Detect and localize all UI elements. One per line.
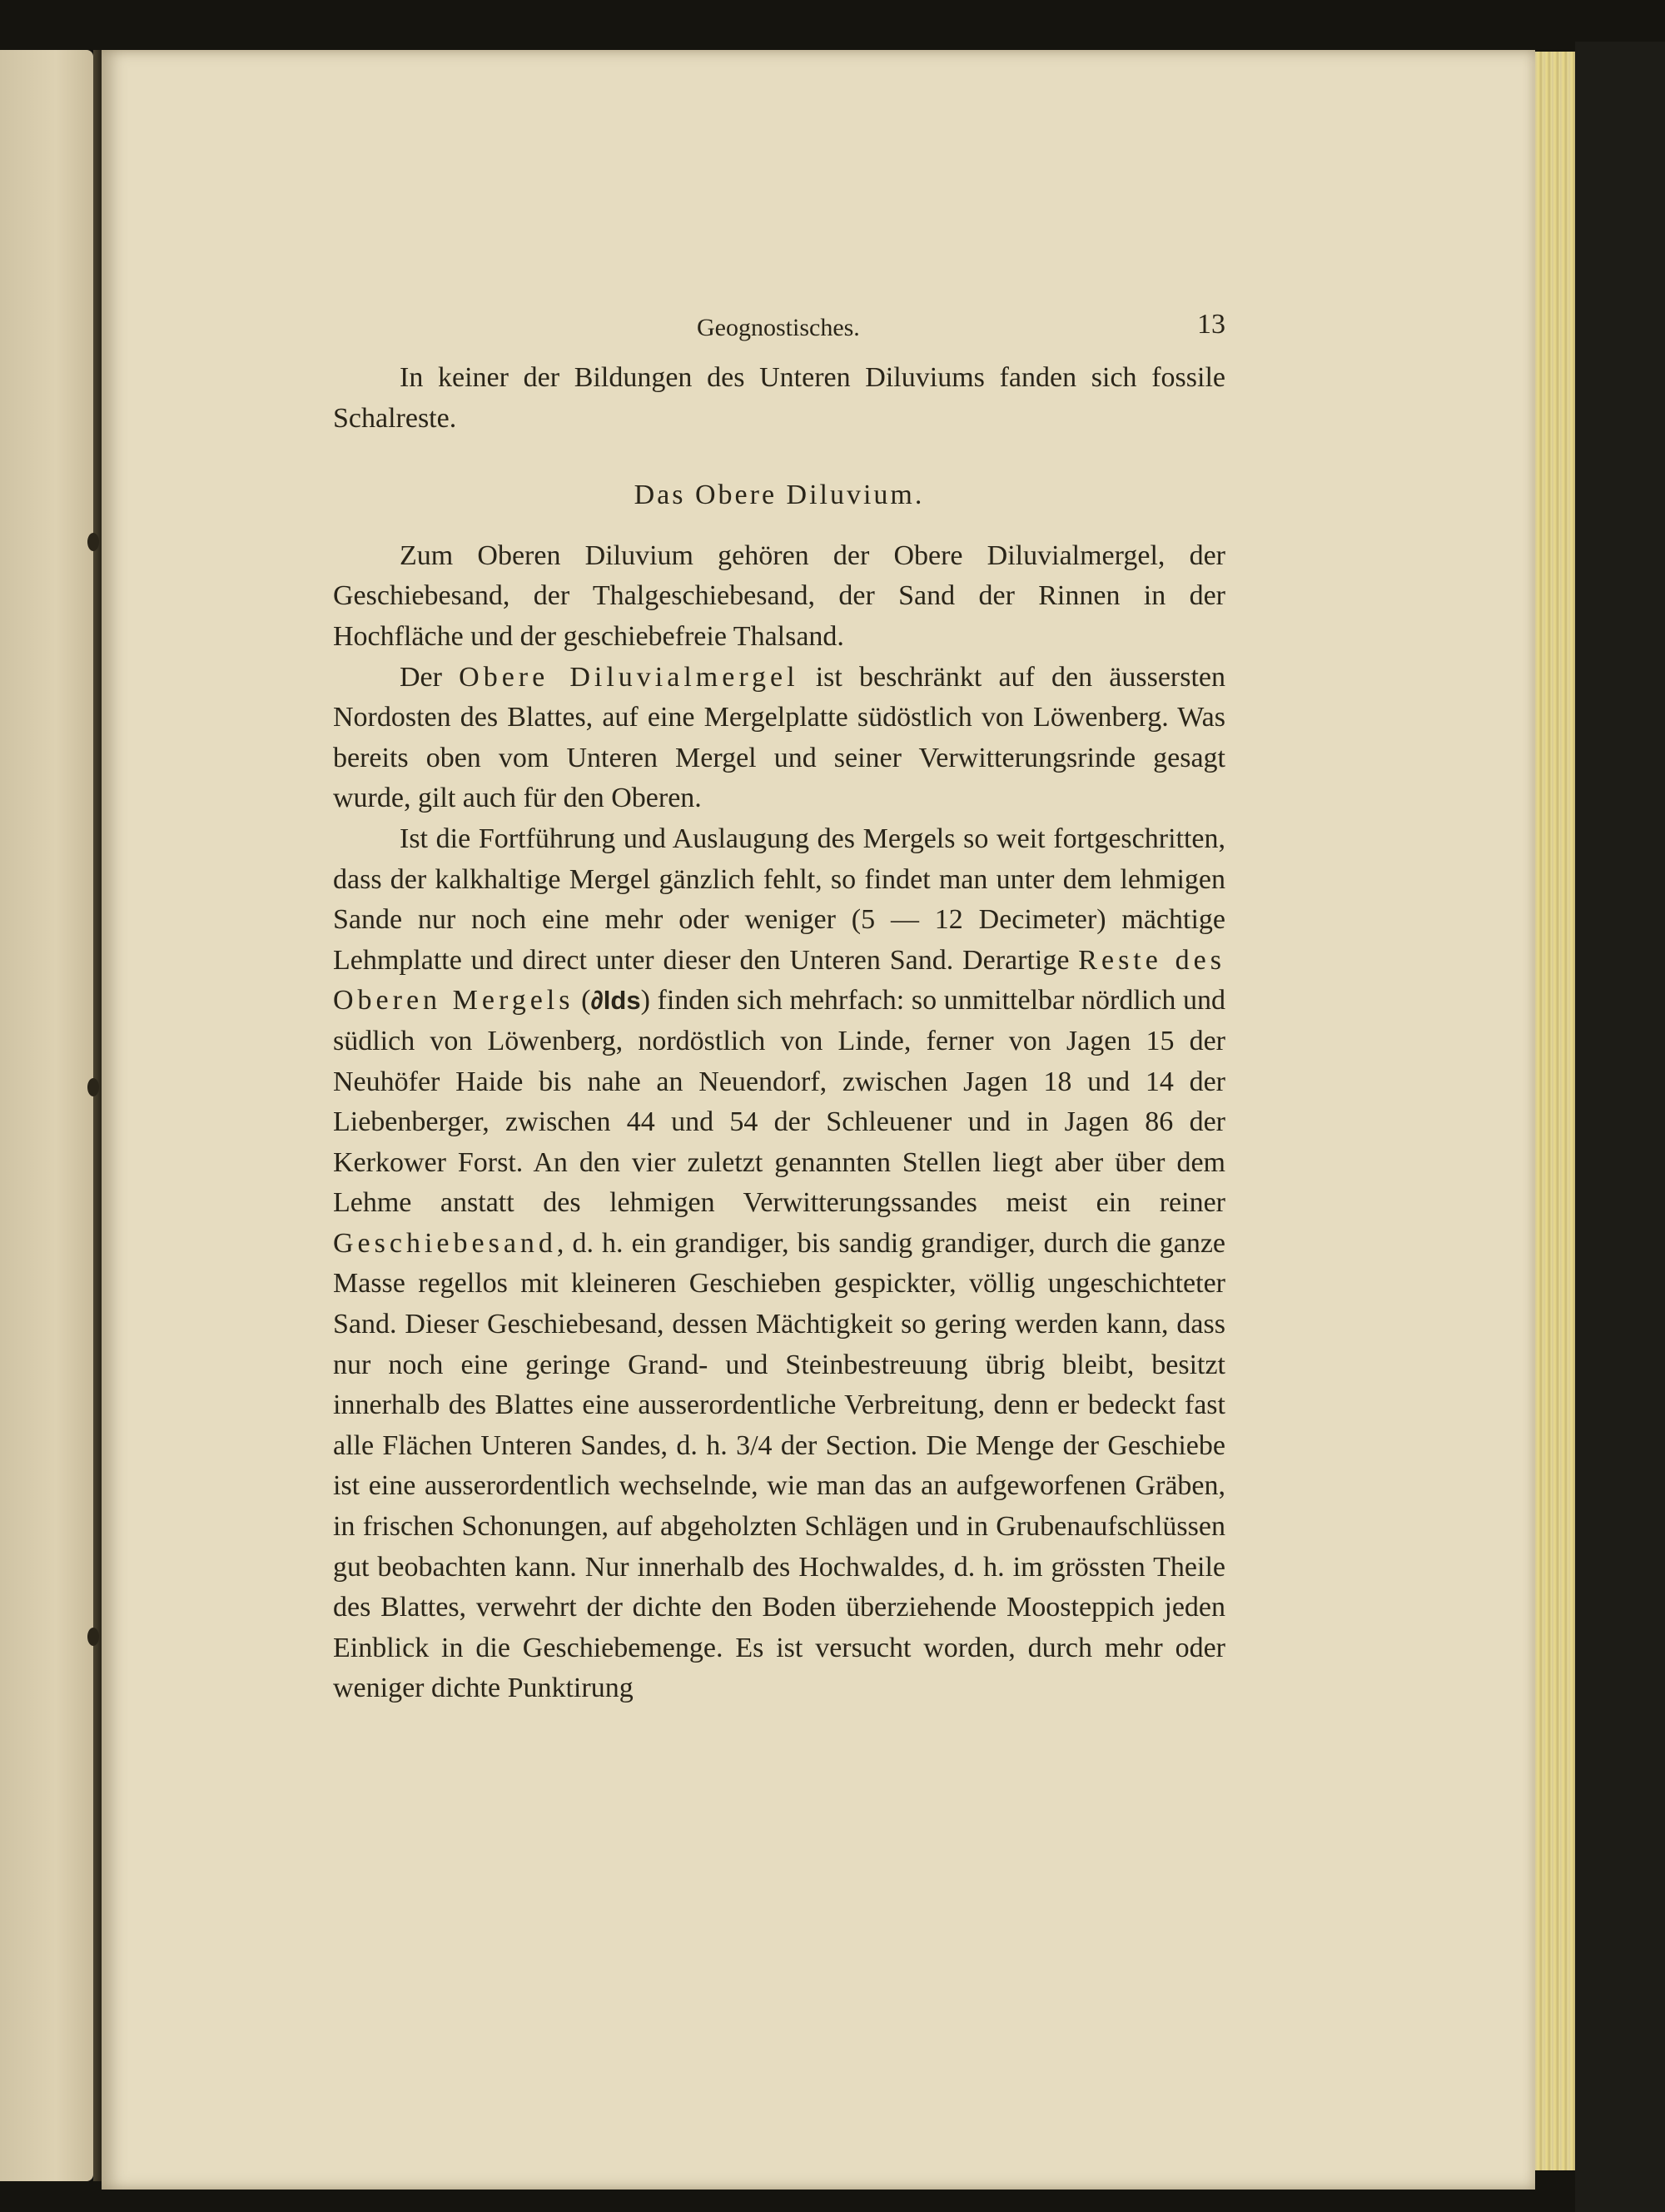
- paragraph-4-part3: ) finden sich mehrfach: so unmittelbar nördlich und südlich von Löwenberg, nordöstlich von Linde, ferner von Jagen 15 der Neuhöfer Haide bis nahe an Neuendorf, zwischen Jagen 18 und 14 der Liebenberger, zwischen 44 und 54 der Schleuener und in Jagen 86 der Kerkower Forst. An den vier zuletzt genannten Stellen liegt aber über dem Lehme anstatt des lehmigen Verwitterungssandes meist ein reiner: [333, 985, 1225, 1219]
- paragraph-3-prefix: Der: [400, 661, 460, 693]
- map-symbol-dlds: ∂lds: [590, 986, 641, 1016]
- section-heading: Das Obere Diluvium.: [634, 480, 925, 511]
- page-number: 13: [1197, 309, 1225, 340]
- book-cover: [1575, 42, 1665, 2212]
- binding-notch: [87, 1628, 99, 1646]
- page-stack-edge: [1535, 52, 1575, 2170]
- running-head-title: Geognostisches.: [697, 314, 860, 341]
- fraction-three-quarters: 3/4: [736, 1429, 773, 1461]
- binding-notch: [87, 533, 99, 551]
- term-reste-des-oberen-mergels: Reste des Oberen Mergels: [333, 944, 1225, 1017]
- left-page-edge: [0, 50, 93, 2181]
- paragraph-3: [333, 658, 1225, 819]
- paragraph-3-rest: ist beschränkt auf den äussersten Nordosten des Blattes, auf eine Mergelplatte südöstlich von Löwenberg. Was bereits oben vom Unteren Mergel und seiner Verwitterungsrinde gesagt wurde, gilt auch für den Oberen.: [333, 661, 1226, 814]
- paragraph-4-part2: (: [574, 985, 591, 1017]
- running-head: [333, 300, 1225, 358]
- term-geschiebesand: Geschiebesand: [333, 1227, 557, 1259]
- paragraph-4: [333, 819, 1225, 1709]
- page-text: [333, 300, 1225, 1709]
- paragraph-4-part4: , d. h. ein grandiger, bis sandig grandiger, durch die ganze Masse regellos mit kleineren Geschieben gespickter, völlig ungeschichteter Sand. Dieser Geschiebesand, dessen Mächtigkeit so gering werden kann, dass nur noch eine geringe Grand- und Steinbestreuung übrig bleibt, besitzt innerhalb des Blattes eine ausserordentliche Verbreitung, denn er bedeckt fast alle Flächen Unteren Sandes, d. h.: [333, 1227, 1225, 1461]
- binding-notch: [87, 1078, 99, 1096]
- term-obere-diluvialmergel: Obere Diluvialmergel: [459, 661, 799, 693]
- paragraph-4-part5: der Section. Die Menge der Geschiebe ist eine ausserordentlich wechselnde, wie man das an aufgeworfenen Gräben, in frischen Schonungen, auf abgeholzten Schlägen und in Grubenaufschlüssen gut beobachten kann. Nur innerhalb des Hochwaldes, d. h. im grössten Theile des Blattes, verwehrt der dichte den Boden überziehende Moosteppich jeden Einblick in die Geschiebemenge. Es ist versucht worden, durch mehr oder weniger dichte Punktirung: [333, 1429, 1225, 1704]
- paragraph-2: Zum Oberen Diluvium gehören der Obere Diluvialmergel, der Geschiebesand, der Thalgeschiebesand, der Sand der Rinnen in der Hochfläche und der geschiebefreie Thalsand.: [333, 539, 1225, 652]
- book-gutter: [93, 50, 102, 2181]
- paragraph-1: In keiner der Bildungen des Unteren Diluviums fanden sich fossile Schalreste.: [333, 362, 1225, 434]
- paragraph-4-part1: Ist die Fortführung und Auslaugung des Mergels so weit fortgeschritten, dass der kalkhaltige Mergel gänzlich fehlt, so findet man unter dem lehmigen Sande nur noch eine mehr oder weniger (5 — 12 Decimeter) mächtige Lehmplatte und direct unter dieser den Unteren Sand. Derartige: [333, 823, 1225, 976]
